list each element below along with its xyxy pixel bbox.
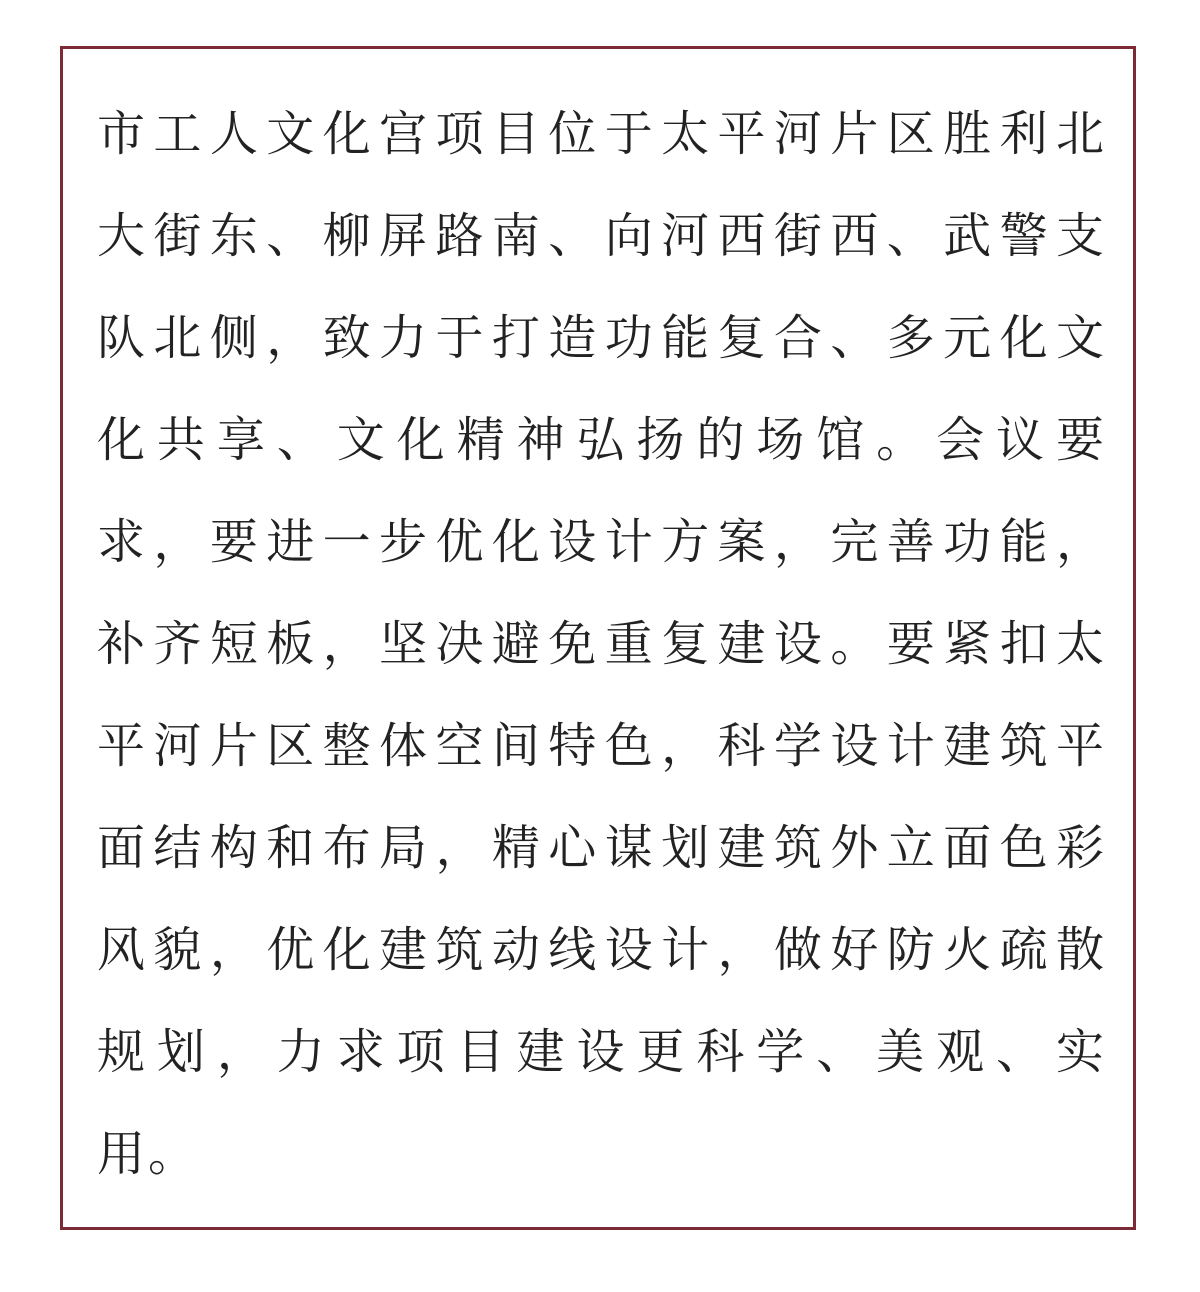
paragraph-line-9: 风貌，优化建筑动线设计，做好防火疏散 (97, 922, 1107, 978)
paragraph-line-11: 用。 (97, 1126, 200, 1182)
paragraph-line-7: 平河片区整体空间特色，科学设计建筑平 (97, 718, 1107, 774)
paragraph-line-8: 面结构和布局，精心谋划建筑外立面色彩 (97, 820, 1107, 876)
article-paragraph (97, 83, 1107, 1205)
paragraph-line-10: 规划，力求项目建设更科学、美观、实 (97, 1024, 1107, 1080)
paragraph-line-6: 补齐短板，坚决避免重复建设。要紧扣太 (97, 616, 1107, 672)
paragraph-line-1: 市工人文化宫项目位于太平河片区胜利北 (97, 106, 1107, 162)
paragraph-line-3: 队北侧，致力于打造功能复合、多元化文 (97, 310, 1107, 366)
bordered-text-frame (60, 46, 1136, 1230)
paragraph-line-4: 化共享、文化精神弘扬的场馆。会议要 (97, 412, 1107, 468)
paragraph-line-2: 大街东、柳屏路南、向河西街西、武警支 (97, 208, 1107, 264)
paragraph-line-5: 求，要进一步优化设计方案，完善功能， (97, 514, 1107, 570)
